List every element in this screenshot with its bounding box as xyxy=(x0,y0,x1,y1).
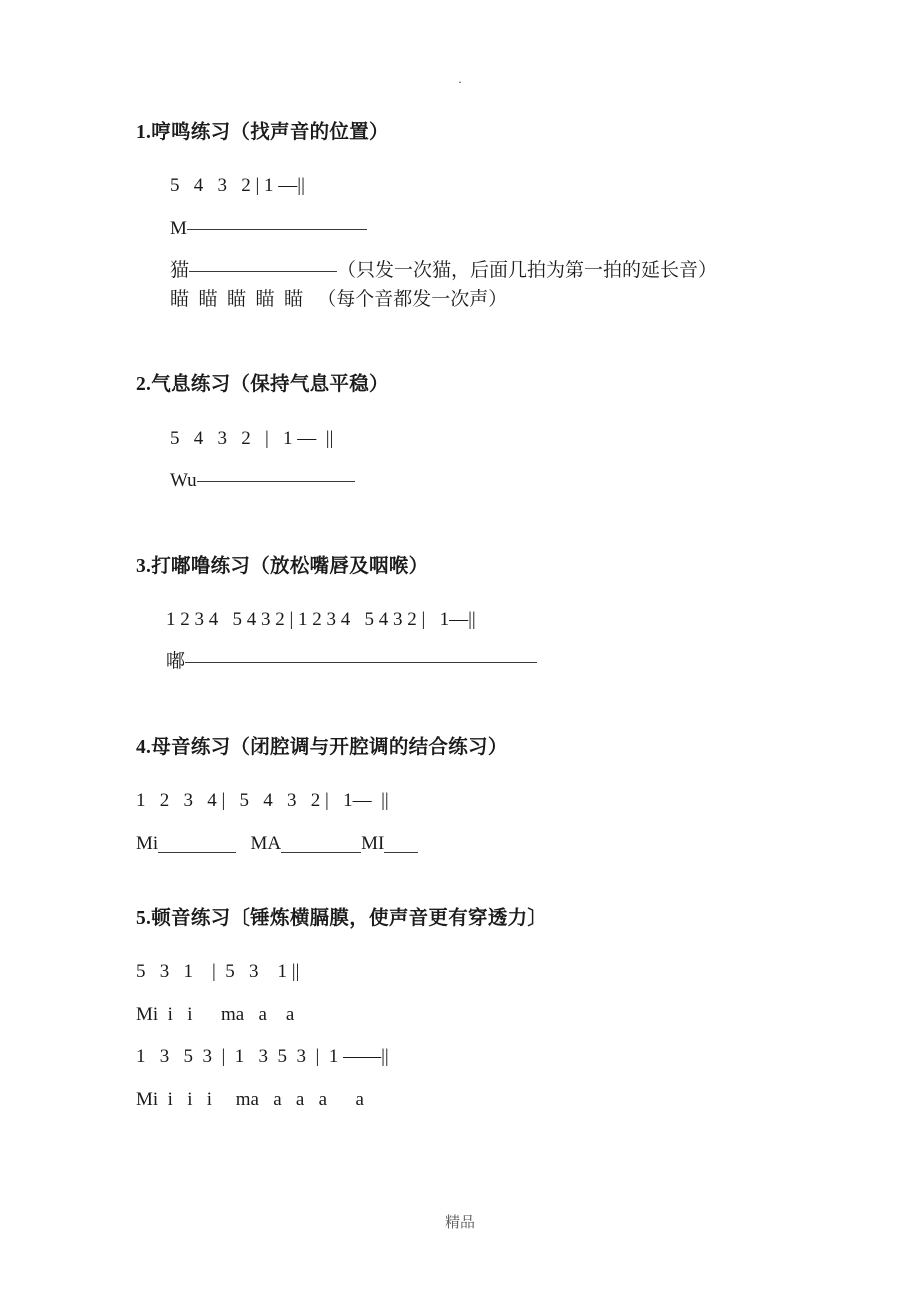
spacer xyxy=(136,496,836,552)
section-5-number: 5. xyxy=(136,908,152,930)
syllable-label: Wu xyxy=(170,470,197,492)
spacer xyxy=(136,816,836,830)
blank-underline xyxy=(158,834,236,853)
page-footer: 精品 xyxy=(444,1213,475,1231)
section-4-vowel-row xyxy=(136,830,836,859)
spacer xyxy=(136,1029,836,1043)
header-mark: . xyxy=(458,71,462,86)
section-4-heading xyxy=(136,733,836,761)
syllable-label-mi2: MI xyxy=(361,832,385,854)
section-2-title: 气息练习（保持气息平稳） xyxy=(151,372,389,396)
spacer xyxy=(136,146,836,172)
syllable-label: 嘟 xyxy=(166,651,186,673)
section-2 xyxy=(136,370,836,495)
section-3-number: 3. xyxy=(136,555,152,577)
spacer xyxy=(136,243,836,257)
spacer xyxy=(136,314,836,370)
section-3-heading xyxy=(136,552,836,580)
section-2-number: 2. xyxy=(136,374,152,396)
section-5-lyric-1 xyxy=(136,1001,836,1030)
section-1 xyxy=(136,118,836,314)
section-5-title: 顿音练习〔锤炼横膈膜，使声音更有穿透力〕 xyxy=(151,906,548,930)
blank-underline xyxy=(281,834,361,853)
section-5 xyxy=(136,904,836,1114)
extension-rule xyxy=(187,229,367,230)
spacer xyxy=(136,201,836,215)
syllable-label: 猫 xyxy=(170,260,190,282)
spacer xyxy=(136,453,836,467)
section-5-notation-1: 5 3 1 | 5 3 1 || xyxy=(136,961,300,983)
section-3-title: 打嘟噜练习（放松嘴唇及咽喉） xyxy=(151,553,429,577)
section-5-lyric-2 xyxy=(136,1086,836,1115)
section-1-notation-1: 5 4 3 2 | 1 —|| xyxy=(170,175,305,197)
spacer xyxy=(136,1072,836,1086)
spacer xyxy=(136,987,836,1001)
spacer xyxy=(136,634,836,648)
syllable-label-mi: Mi xyxy=(136,832,159,854)
row-gap xyxy=(236,830,250,859)
document-content xyxy=(136,118,836,1114)
section-5-lyric-2-text: Mi i i i ma a a a a xyxy=(136,1088,364,1110)
spacer xyxy=(136,761,836,787)
syllable-label: M xyxy=(170,217,187,239)
section-4 xyxy=(136,733,836,858)
section-4-notation-1: 1 2 3 4 | 5 4 3 2 | 1— || xyxy=(136,790,389,812)
section-3-lyric-du xyxy=(136,648,836,677)
section-5-heading xyxy=(136,904,836,932)
section-1-heading xyxy=(136,118,836,146)
section-1-lyric-miao xyxy=(136,286,836,315)
spacer xyxy=(136,858,836,904)
section-4-title: 母音练习（闭腔调与开腔调的结合练习） xyxy=(151,734,508,758)
extension-rule xyxy=(197,481,355,482)
section-1-lyric-m xyxy=(136,215,836,244)
section-2-notation-1: 5 4 3 2 | 1 — || xyxy=(170,427,334,449)
blank-underline xyxy=(384,834,418,853)
section-2-heading xyxy=(136,370,836,398)
spacer xyxy=(136,580,836,606)
section-2-lyric-wu xyxy=(136,467,836,496)
section-4-number: 4. xyxy=(136,736,152,758)
section-5-notation-2: 1 3 5 3 | 1 3 5 3 | 1 ——|| xyxy=(136,1046,389,1068)
extension-rule xyxy=(185,662,537,663)
section-3-notation-1: 1 2 3 4 5 4 3 2 | 1 2 3 4 5 4 3 2 | 1—|| xyxy=(166,608,476,630)
section-1-title: 哼鸣练习（找声音的位置） xyxy=(151,120,389,143)
spacer xyxy=(136,932,836,958)
section-5-lyric-1-text: Mi i i ma a a xyxy=(136,1003,295,1025)
extension-rule xyxy=(189,271,337,272)
syllable-label-ma: MA xyxy=(250,832,282,854)
section-1-lyric-mao xyxy=(136,257,836,286)
spacer xyxy=(136,677,836,733)
section-1-number: 1. xyxy=(136,122,152,143)
section-3 xyxy=(136,552,836,677)
section-1-note-1: （只发一次猫，后面几拍为第一拍的延长音） xyxy=(337,260,718,282)
section-1-lyric-miao-text: 瞄 瞄 瞄 瞄 瞄 （每个音都发一次声） xyxy=(170,288,508,310)
spacer xyxy=(136,399,836,425)
